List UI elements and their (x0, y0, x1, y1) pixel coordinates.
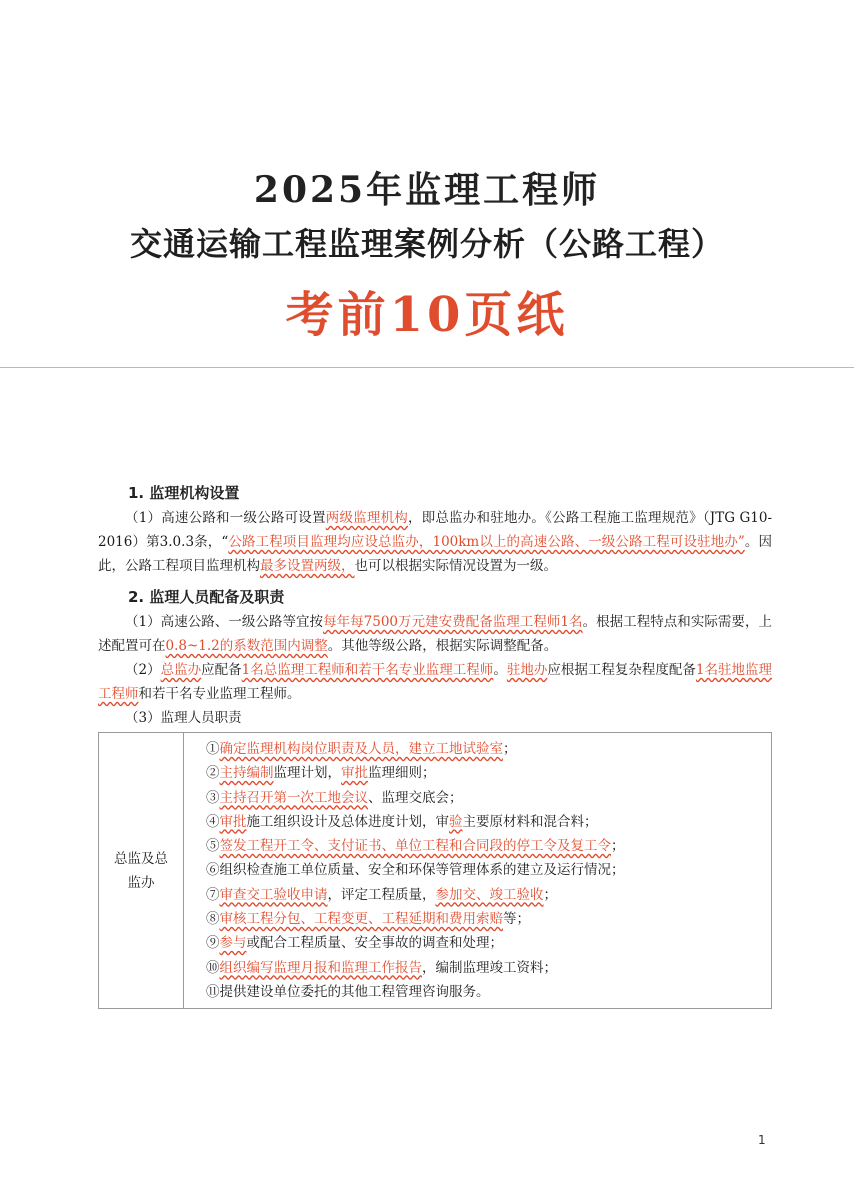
title-subject: 交通运输工程监理案例分析（公路工程） (129, 225, 724, 263)
title-highlight: 考前10页纸 (285, 287, 569, 343)
paragraph-4: （3）监理人员职责 (125, 710, 242, 726)
section-title-1: 1. 监理机构设置 (128, 484, 240, 502)
list-item: ⑪提供建设单位委托的其他工程管理咨询服务。 (206, 983, 490, 1000)
paragraph-2: （1）高速公路、一级公路等宜按每年每7500万元建安费配备监理工程师1名。根据工程特点和实际需要，上述配置可在0.8~1.2的系数范围内调整。其他等级公路，根据实际调整配备。 (98, 614, 772, 654)
list-item: ⑥组织检查施工单位质量、安全和环保等管理体系的建立及运行情况； (206, 862, 625, 879)
list-item: ④审批施工组织设计及总体进度计划，审验主要原材料和混合料； (206, 813, 598, 830)
list-item: ③主持召开第一次工地会议、监理交底会； (206, 789, 463, 806)
page-header (0, 0, 854, 368)
page-content (98, 480, 772, 1009)
table-row (99, 733, 772, 1009)
duties-table (98, 732, 772, 1009)
table-list-cell (184, 733, 772, 1009)
list-item: ⑤签发工程开工令、支付证书、单位工程和合同段的停工令及复工令； (206, 838, 625, 855)
list-item: ⑨参与或配合工程质量、安全事故的调查和处理； (206, 935, 503, 952)
section-title-2: 2. 监理人员配备及职责 (128, 588, 285, 606)
list-item: ②主持编制监理计划，审批监理细则； (206, 765, 436, 782)
table-label-cell: 总监及总监办 (99, 733, 184, 1009)
list-item: ⑩组织编写监理月报和监理工作报告，编制监理竣工资料； (206, 959, 557, 976)
paragraph-1: （1）高速公路和一级公路可设置两级监理机构，即总监办和驻地办。《公路工程施工监理规范》（JTG G10-2016）第3.0.3条，“公路工程项目监理均应设总监办，100km以上的高速公路、一级公路工程可设驻地办”。因此，公路工程项目监理机构最多设置两级，也可以根据实际情况设置为一级。 (98, 510, 773, 574)
page-number: 1 (758, 1133, 766, 1147)
paragraph-3: （2）总监办应配备1名总监理工程师和若干名专业监理工程师。驻地办应根据工程复杂程度配备1名驻地监理工程师和若干名专业监理工程师。 (98, 662, 773, 702)
list-item: ⑦审查交工验收申请，评定工程质量，参加交、竣工验收； (206, 886, 557, 903)
list-item: ⑧审核工程分包、工程变更、工程延期和费用索赔等； (206, 911, 530, 928)
list-item: ①确定监理机构岗位职责及人员，建立工地试验室； (206, 741, 517, 757)
title-year: 2025年监理工程师 (253, 169, 601, 211)
